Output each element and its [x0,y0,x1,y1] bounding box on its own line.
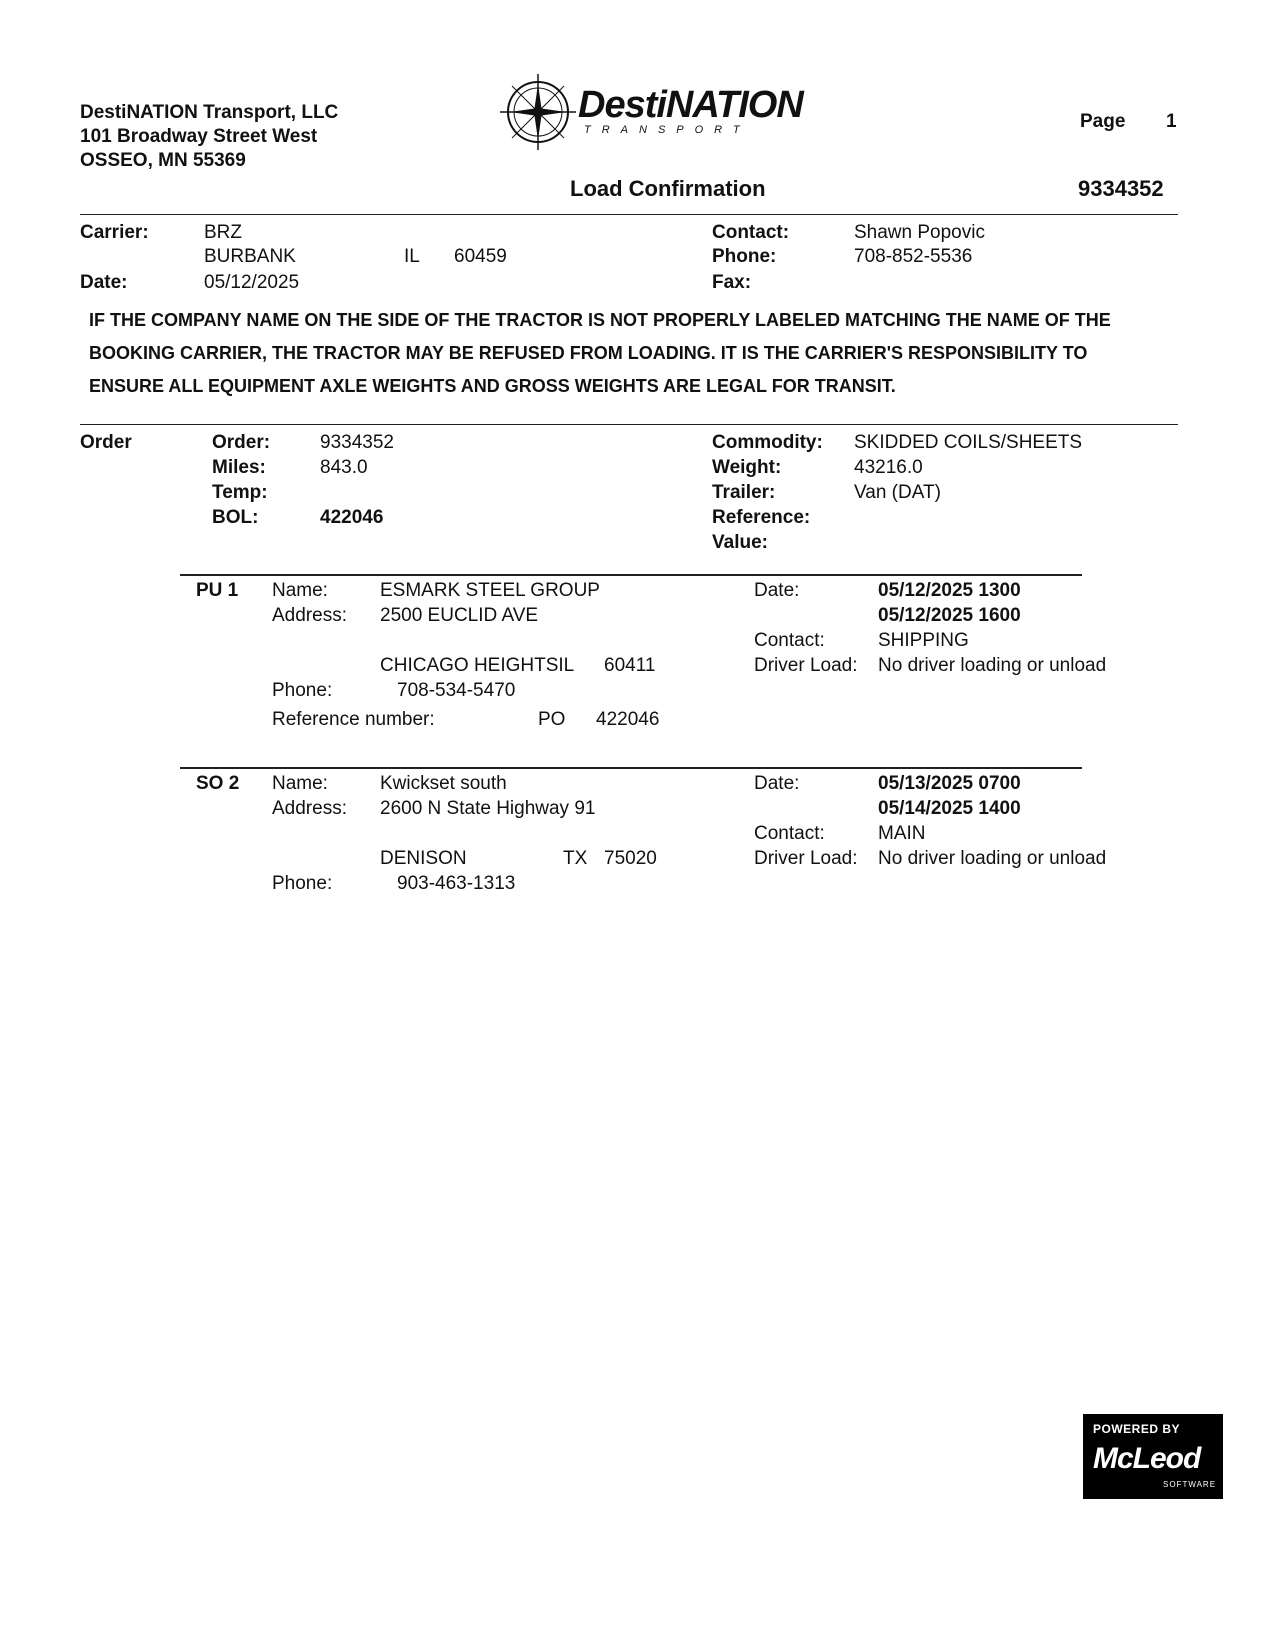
miles-value: 843.0 [320,457,368,478]
stop-phone: 708-534-5470 [397,680,516,701]
value-label: Value: [712,532,768,553]
company-city: OSSEO, MN 55369 [80,150,246,171]
company-street: 101 Broadway Street West [80,126,318,147]
stop-code: PU 1 [196,580,239,601]
stop-phone-label: Phone: [272,680,333,701]
badge-top-text: POWERED BY [1093,1422,1181,1436]
logo-wordmark: DestiNATION [578,84,803,126]
stop-name-label: Name: [272,773,328,794]
stop-name: ESMARK STEEL GROUP [380,580,600,601]
logo-subtitle: TRANSPORT [584,124,751,136]
stop-date-label: Date: [754,773,800,794]
notice-line: IF THE COMPANY NAME ON THE SIDE OF THE TRACTOR IS NOT PROPERLY LABELED MATCHING THE NAME OF THE [89,310,1111,330]
stop-address-label: Address: [272,798,347,819]
stop-contact: SHIPPING [878,630,969,651]
stop-city: CHICAGO HEIGHTSIL [380,655,575,676]
stop-ref-type: PO [538,709,566,730]
carrier-label: Carrier: [80,222,149,243]
stop-date-to: 05/14/2025 1400 [878,798,1021,819]
page-number: 1 [1166,111,1177,132]
stop-name-label: Name: [272,580,328,601]
trailer-value: Van (DAT) [854,482,941,503]
stop-phone: 903-463-1313 [397,873,516,894]
stop-address: 2500 EUCLID AVE [380,605,539,626]
contact-label: Contact: [712,222,790,243]
carrier-notice [89,304,1189,403]
bol-value: 422046 [320,507,384,528]
reference-label: Reference: [712,507,811,528]
stop-zip: 75020 [604,848,657,869]
stop-phone-label: Phone: [272,873,333,894]
stop-zip: 60411 [604,655,656,676]
contact-value: Shawn Popovic [854,222,985,243]
stop-driver-label: Driver Load: [754,655,858,676]
weight-value: 43216.0 [854,457,923,478]
order-section-label: Order [80,432,132,453]
bol-label: BOL: [212,507,259,528]
stop-date-to: 05/12/2025 1600 [878,605,1021,626]
stop-contact-label: Contact: [754,823,825,844]
stop-divider [180,574,1082,576]
page-label: Page [1080,111,1126,132]
trailer-label: Trailer: [712,482,776,503]
stop-driver: No driver loading or unload [878,848,1107,869]
notice-line: BOOKING CARRIER, THE TRACTOR MAY BE REFUSED FROM LOADING. IT IS THE CARRIER'S RESPONSIBILITY TO [89,343,1088,363]
stop-code: SO 2 [196,773,240,794]
powered-by-mcleod-logo [1083,1414,1223,1499]
badge-brand: McLeod [1093,1442,1201,1475]
carrier-city: BURBANK [204,246,296,267]
temp-label: Temp: [212,482,268,503]
miles-label: Miles: [212,457,266,478]
stop-address: 2600 N State Highway 91 [380,798,596,819]
date-value: 05/12/2025 [204,272,300,293]
stop-divider [180,767,1082,769]
phone-label: Phone: [712,246,777,267]
carrier-name: BRZ [204,222,242,243]
fax-label: Fax: [712,272,752,293]
stop-state: TX [563,848,588,869]
phone-value: 708-852-5536 [854,246,973,267]
stop-date-from: 05/13/2025 0700 [878,773,1021,794]
compass-rose-icon [498,72,578,152]
stop-ref-value: 422046 [596,709,660,730]
stop-address-label: Address: [272,605,347,626]
stop-date-from: 05/12/2025 1300 [878,580,1021,601]
company-name: DestiNATION Transport, LLC [80,102,339,123]
weight-label: Weight: [712,457,782,478]
divider [80,424,1178,425]
commodity-value: SKIDDED COILS/SHEETS [854,432,1083,453]
carrier-zip: 60459 [454,246,507,267]
stop-driver-label: Driver Load: [754,848,858,869]
commodity-label: Commodity: [712,432,823,453]
divider [80,214,1178,215]
stop-contact-label: Contact: [754,630,825,651]
stop-driver: No driver loading or unload [878,655,1107,676]
carrier-state: IL [404,246,420,267]
stop-name: Kwickset south [380,773,507,794]
document-number: 9334352 [1078,176,1164,201]
badge-sub: SOFTWARE [1163,1480,1217,1489]
date-label: Date: [80,272,128,293]
stop-city: DENISON [380,848,467,869]
stop-ref-label: Reference number: [272,709,435,730]
notice-line: ENSURE ALL EQUIPMENT AXLE WEIGHTS AND GROSS WEIGHTS ARE LEGAL FOR TRANSIT. [89,376,896,396]
stop-date-label: Date: [754,580,800,601]
stop-contact: MAIN [878,823,926,844]
order-value: 9334352 [320,432,394,453]
order-label: Order: [212,432,271,453]
page-title: Load Confirmation [570,176,766,201]
